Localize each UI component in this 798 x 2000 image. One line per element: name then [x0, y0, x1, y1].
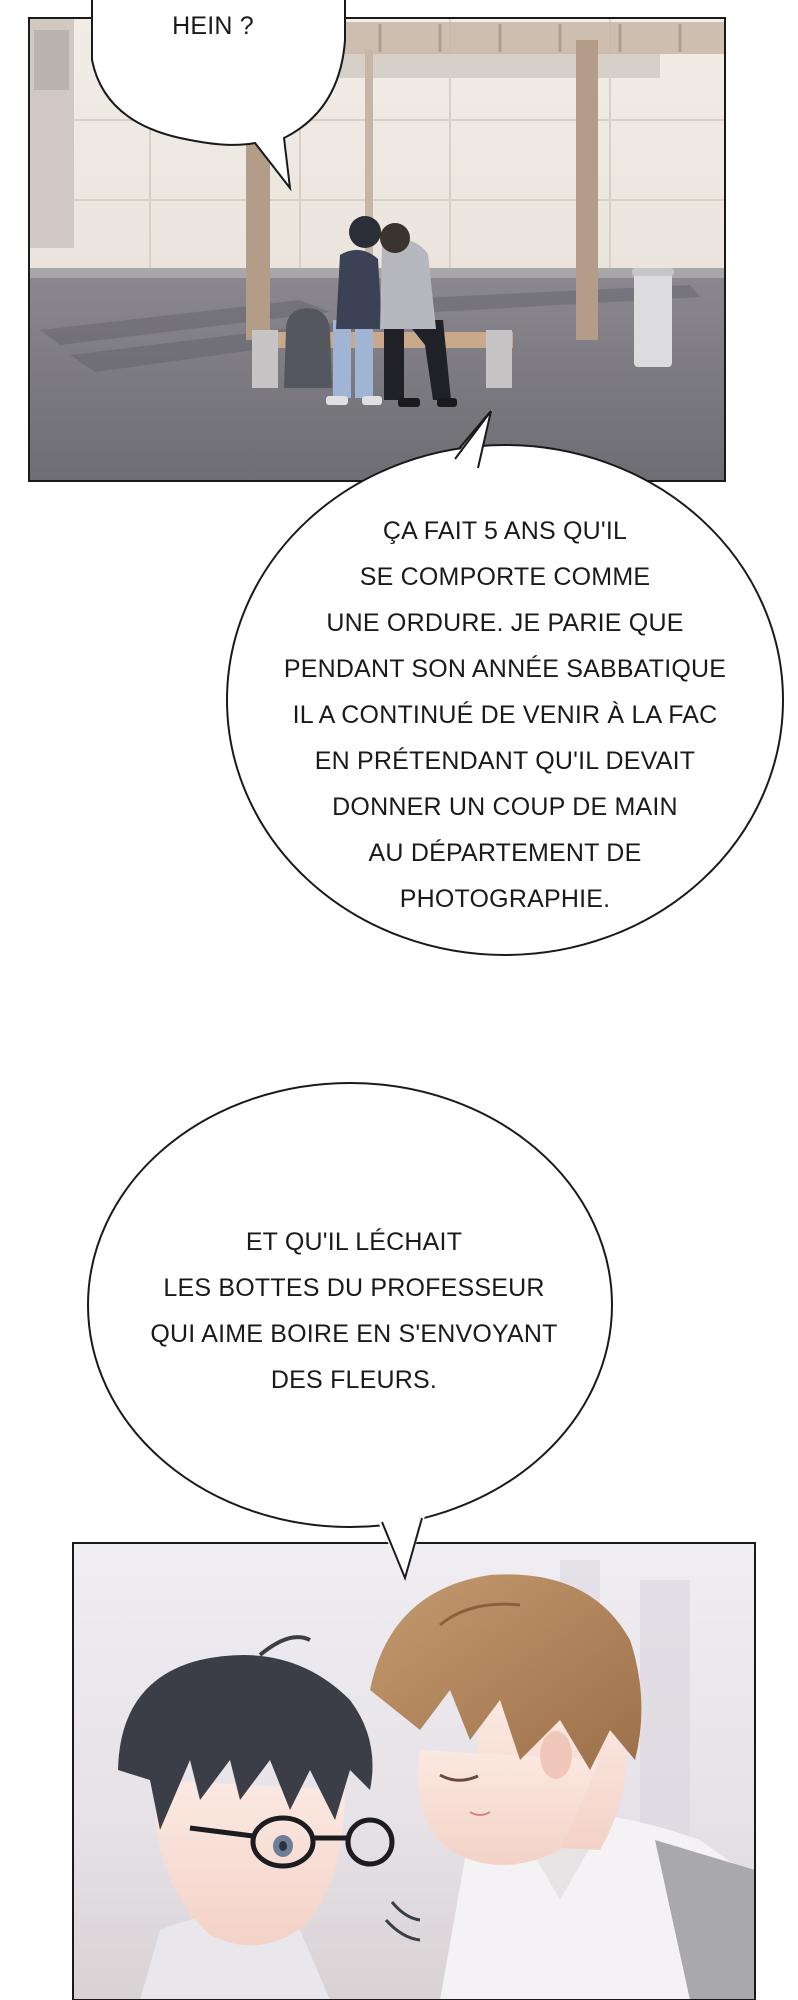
bubble-line: ET QU'IL LÉCHAIT: [245, 1228, 463, 1256]
bubble-line: IL A CONTINUÉ DE VENIR À LA FAC: [292, 701, 718, 729]
bubble-hein: [148, 6, 278, 46]
bubble-line: SE COMPORTE COMME: [359, 563, 651, 591]
bubble-line: EN PRÉTENDANT QU'IL DEVAIT: [314, 747, 696, 775]
bubble-line: HEIN ?: [172, 12, 254, 40]
bubble-line: DONNER UN COUP DE MAIN: [332, 793, 678, 821]
bubble-line: ÇA FAIT 5 ANS QU'IL: [382, 517, 628, 545]
bubble-line: QUI AIME BOIRE EN S'ENVOYANT: [150, 1320, 558, 1348]
bubble-line: PHOTOGRAPHIE.: [399, 885, 611, 913]
bubble-line: DES FLEURS.: [270, 1366, 438, 1394]
bubble-line: UNE ORDURE. JE PARIE QUE: [326, 609, 684, 637]
bubble-line: AU DÉPARTEMENT DE: [368, 839, 642, 867]
bubble-lechait: [94, 1219, 614, 1403]
bubble-line: PENDANT SON ANNÉE SABBATIQUE: [283, 655, 727, 683]
bubble-line: LES BOTTES DU PROFESSEUR: [163, 1274, 545, 1302]
bubble-ordure: [235, 508, 775, 922]
